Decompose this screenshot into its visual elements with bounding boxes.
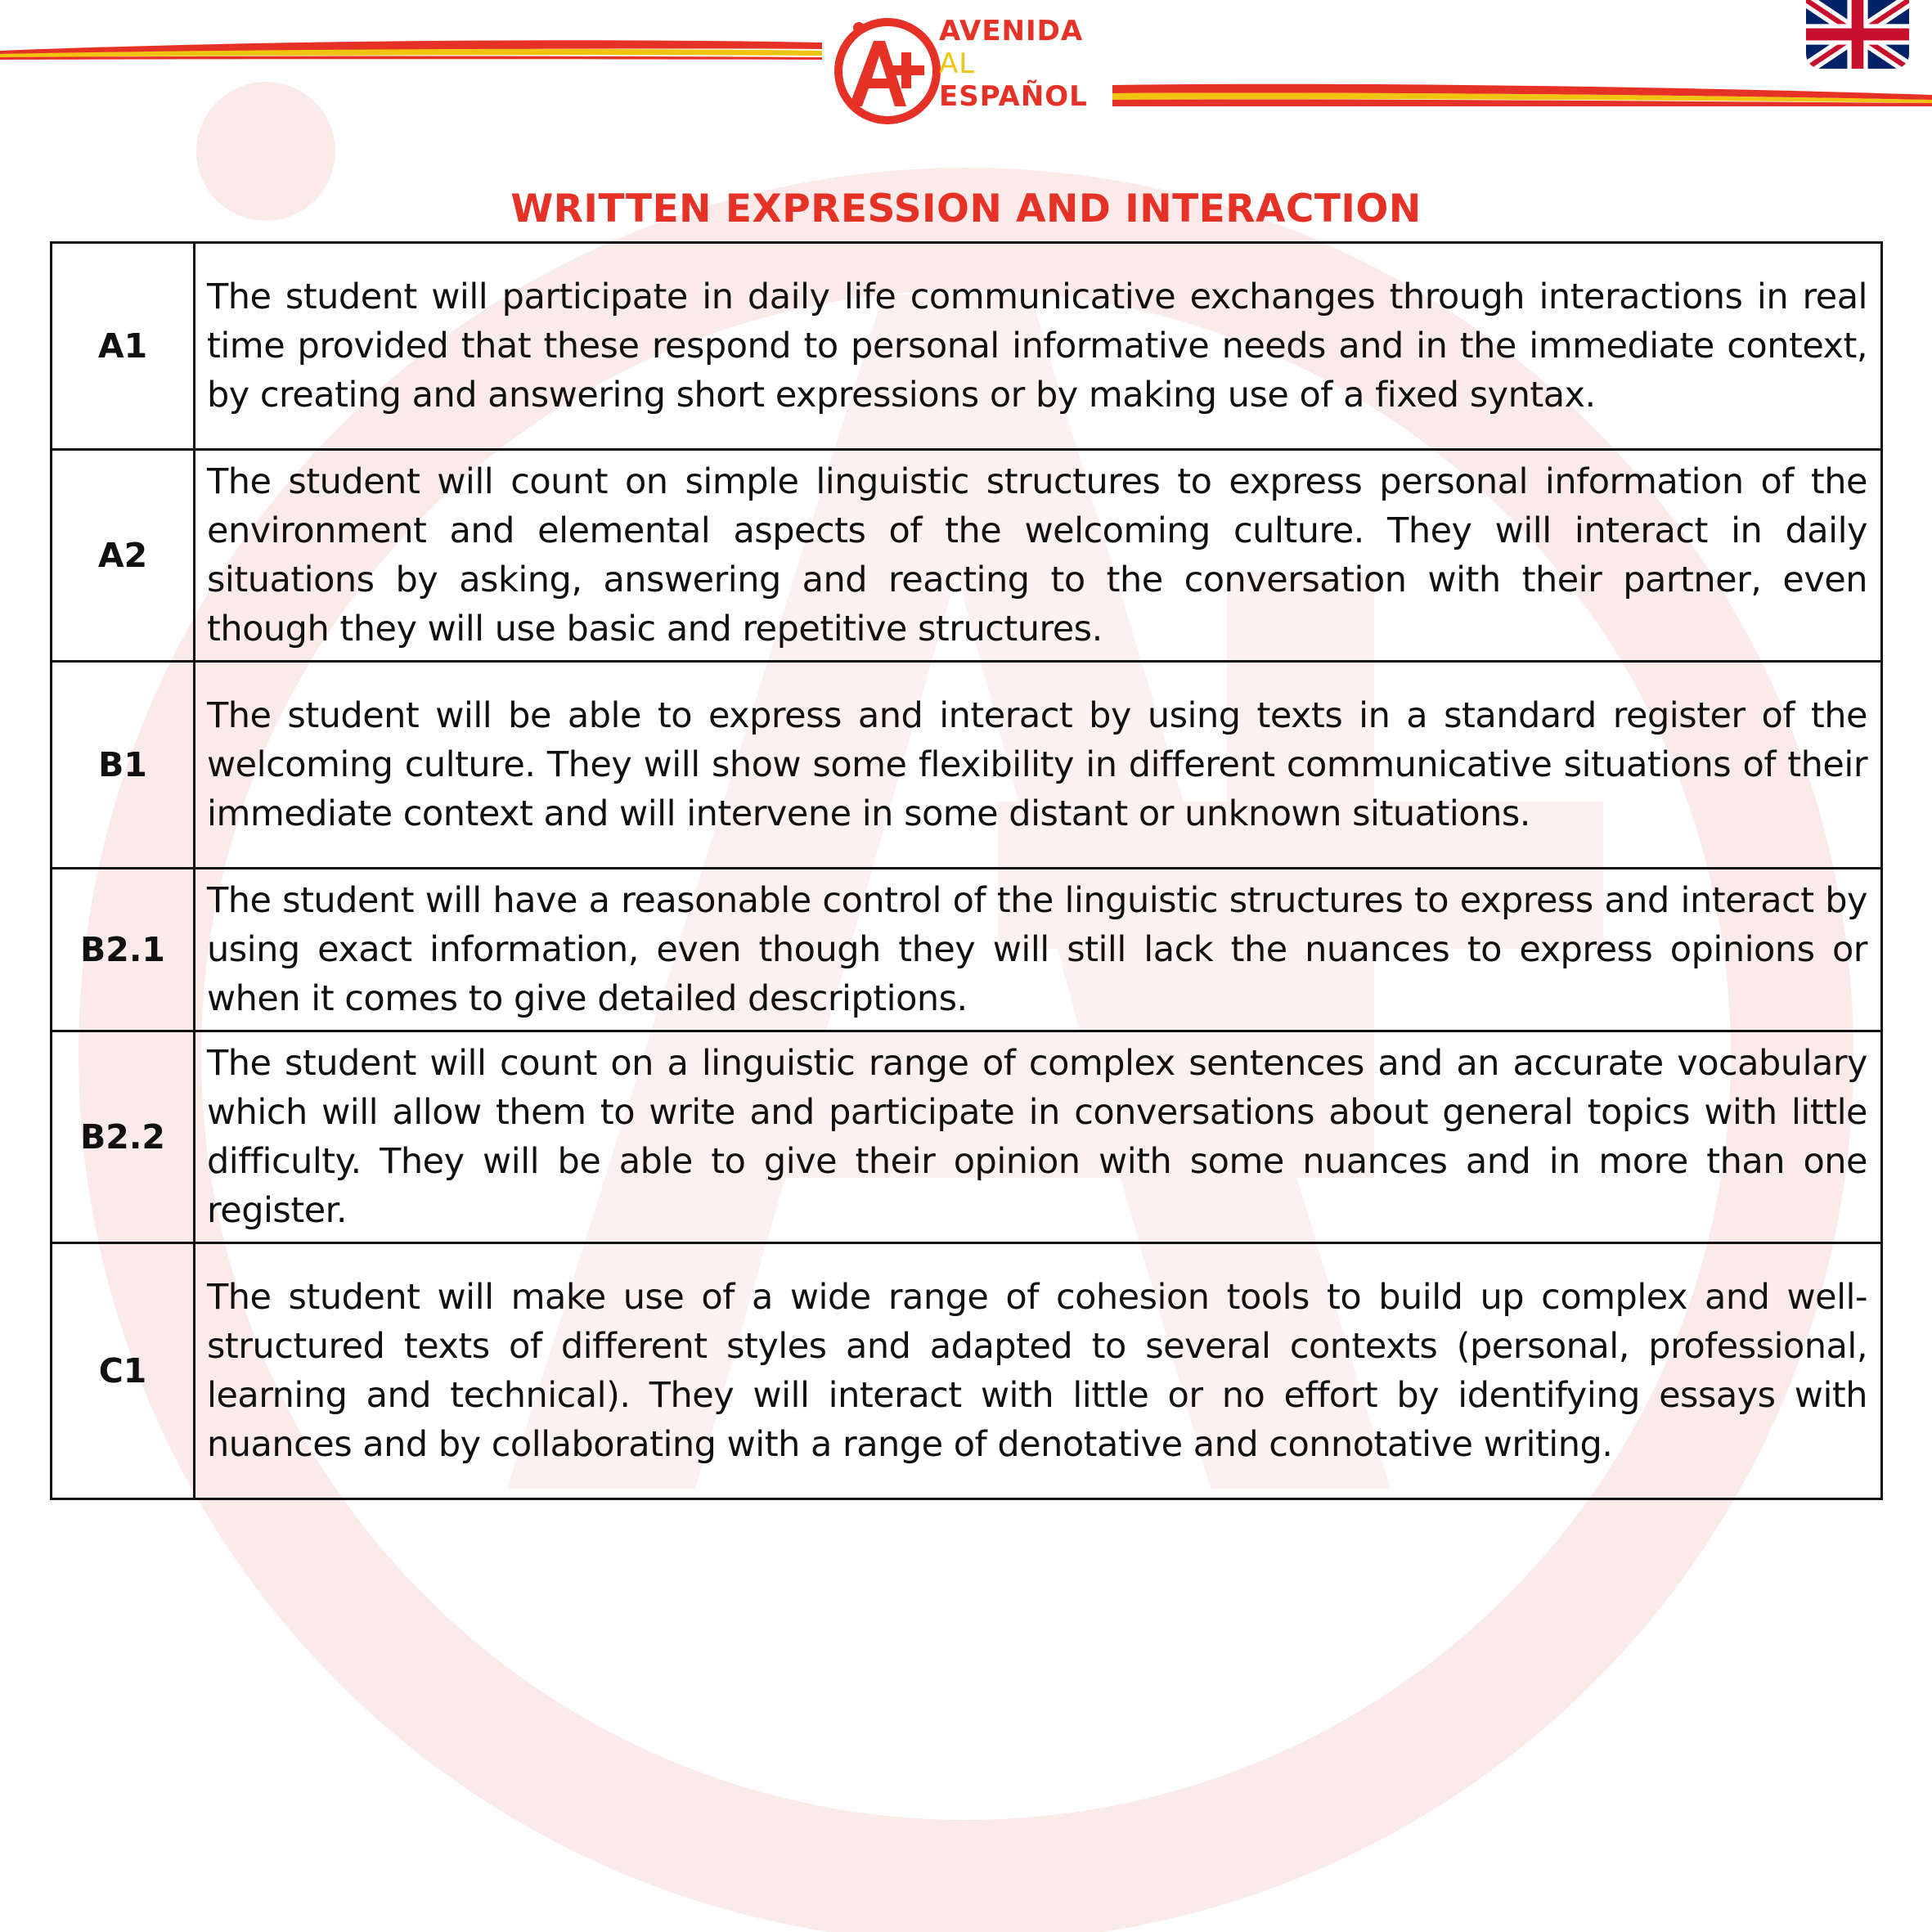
level-label: C1: [52, 1243, 195, 1499]
level-label: B2.1: [52, 869, 195, 1031]
brand-name-line2: AL: [939, 47, 976, 80]
level-description: The student will make use of a wide range of cohesion tools to build up complex and well-structured texts of different styles and adapted to several contexts (personal, professional, learning and technical). They will interact with little or no effort by identifying essays with nuances and by collaborating with a range of denotative and connotative writing.: [195, 1243, 1882, 1499]
uk-flag-icon[interactable]: [1806, 0, 1909, 69]
level-description: The student will participate in daily life communicative exchanges through interactions in real time provided that these respond to personal informative needs and in the immediate context, by creating and answering short expressions or by making use of a fixed syntax.: [195, 243, 1882, 450]
table-row: [52, 243, 1882, 450]
table-row: [52, 450, 1882, 662]
level-label: A1: [52, 243, 195, 450]
a-plus-logo-icon: [826, 10, 949, 133]
brand-name-line1: AVENIDA: [939, 15, 1084, 47]
level-label: B1: [52, 662, 195, 869]
levels-table: [50, 241, 1883, 1500]
table-row: [52, 662, 1882, 869]
level-description: The student will be able to express and interact by using texts in a standard register of the welcoming culture. They will show some flexibility in different communicative situations of their immediate context and will intervene in some distant or unknown situations.: [195, 662, 1882, 869]
left-brand-stripe: [0, 31, 826, 64]
level-description: The student will count on a linguistic range of complex sentences and an accurate vocabulary which will allow them to write and participate in conversations about general topics with little difficulty. They will be able to give their opinion with some nuances and in more than one register.: [195, 1031, 1882, 1243]
level-description: The student will have a reasonable control of the linguistic structures to express and interact by using exact information, even though they will still lack the nuances to express opinions or when it comes to give detailed descriptions.: [195, 869, 1882, 1031]
level-label: A2: [52, 450, 195, 662]
brand-name-line3: ESPAÑOL: [939, 80, 1088, 113]
table-row: [52, 869, 1882, 1031]
brand-name: [939, 15, 1088, 113]
header: [0, 0, 1932, 139]
level-description: The student will count on simple linguistic structures to express personal information of the environment and elemental aspects of the welcoming culture. They will interact in daily situations by asking, answering and reacting to the conversation with their partner, even though they will use basic and repetitive structures.: [195, 450, 1882, 662]
table-row: [52, 1031, 1882, 1243]
page-title: WRITTEN EXPRESSION AND INTERACTION: [510, 186, 1422, 231]
table-row: [52, 1243, 1882, 1499]
level-label: B2.2: [52, 1031, 195, 1243]
right-brand-stripe: [1112, 79, 1932, 119]
